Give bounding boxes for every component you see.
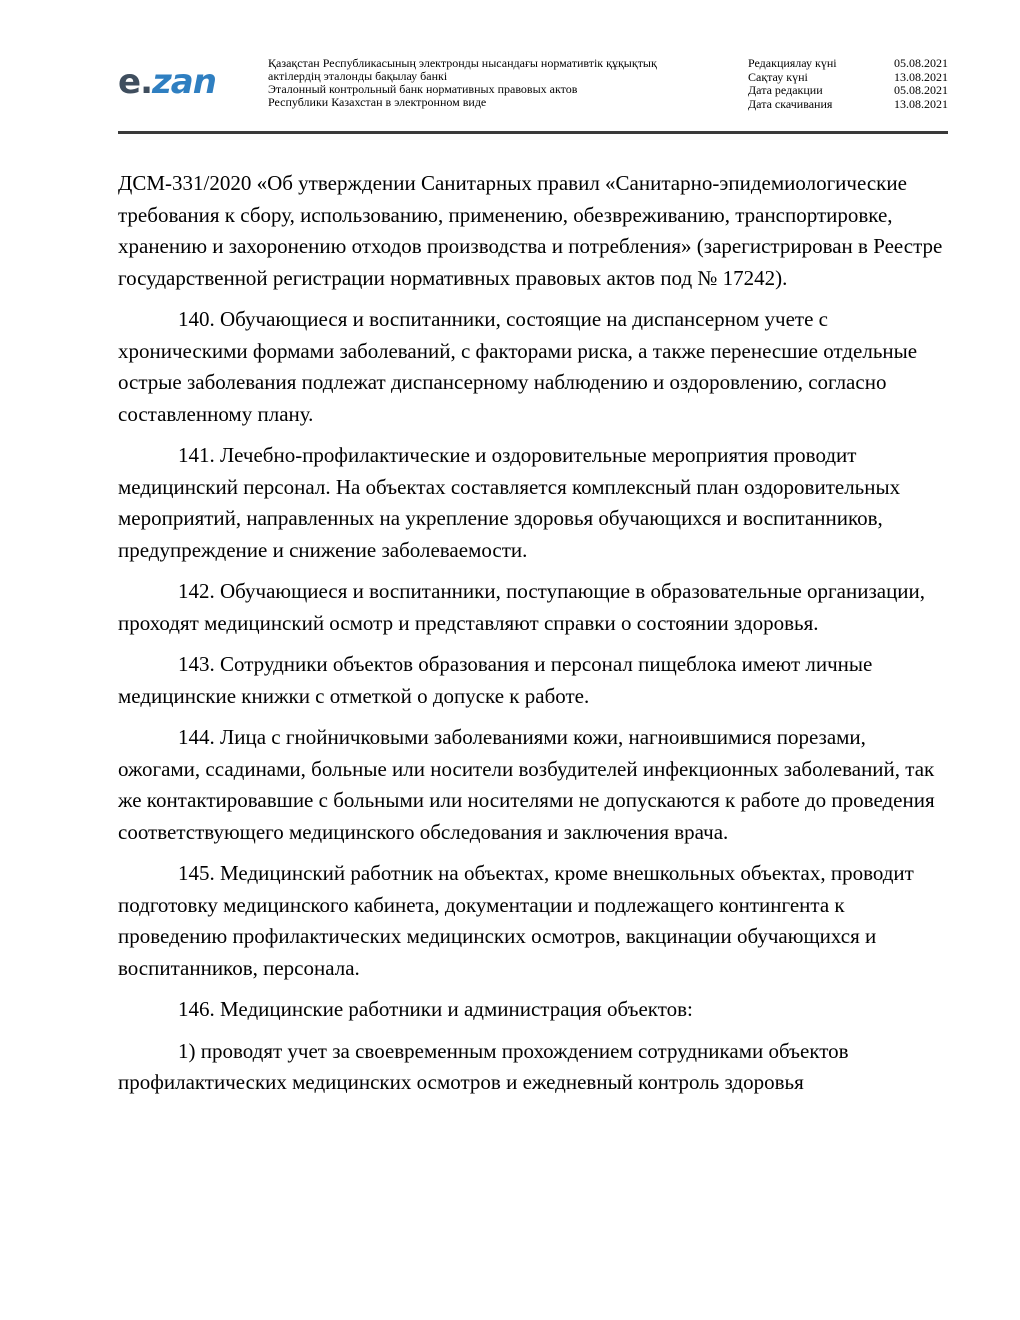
- meta-label: Дата скачивания: [748, 96, 833, 111]
- meta-value: 05.08.2021: [894, 56, 948, 70]
- date-meta: [748, 57, 948, 111]
- meta-label: Редакциялау күні: [748, 56, 837, 70]
- document-body: [118, 168, 948, 1109]
- paragraph-145: 145. Медицинский работник на объектах, кроме внешкольных объектах, проводит подготовку медицинского кабинета, документации и подлежащего контингента к проведению профилактических медицинских осмотров, вакцинации обучающихся и воспитанников, персонала.: [118, 861, 914, 980]
- meta-value: 05.08.2021: [894, 83, 948, 97]
- paragraph-140: 140. Обучающиеся и воспитанники, состоящие на диспансерном учете с хроническими формами заболеваний, с факторами риска, а также перенесшие отдельные острые заболевания подлежат диспансерному наблюдению и оздоровлению, согласно составленному плану.: [118, 307, 918, 426]
- paragraph-continuation: ДСМ-331/2020 «Об утверждении Санитарных правил «Санитарно-эпидемиологические требования к сбору, использованию, применению, обезвреживанию, транспортировке, хранению и захоронению отходов производства и потребления» (зарегистрирован в Реестре государственной регистрации нормативных правовых актов под № 17242).: [118, 171, 943, 290]
- paragraph-146-item-1: 1) проводят учет за своевременным прохождением сотрудниками объектов профилактических медицинских осмотров и ежедневный контроль здоровья: [118, 1038, 849, 1094]
- bank-title-line: актілердің эталонды бақылау банкі: [268, 69, 448, 83]
- bank-title-line: Қазақстан Республикасының электронды нысандағы нормативтік құқықтық: [268, 56, 657, 70]
- meta-row-save-date-kz: [748, 71, 948, 85]
- ezan-logo[interactable]: e.zan: [118, 62, 216, 102]
- paragraph-141: 141. Лечебно-профилактические и оздоровительные мероприятия проводит медицинский персонал. На объектах составляется комплексный план оздоровительных мероприятий, направленных на укрепление здоровья обучающихся и воспитанников, предупреждение и снижение заболеваемости.: [118, 443, 901, 562]
- meta-row-edit-date-kz: [748, 57, 948, 71]
- bank-title-line: Эталонный контрольный банк нормативных правовых актов: [268, 82, 578, 96]
- paragraph-144: 144. Лица с гнойничковыми заболеваниями кожи, нагноившимися порезами, ожогами, ссадинами, больные или носители возбудителей инфекционных заболеваний, так же контактировавшие с больными или носителями не допускаются к работе до проведения соответствующего медицинского обследования и заключения врача.: [118, 725, 935, 844]
- paragraph-146: 146. Медицинские работники и администрация объектов:: [178, 997, 693, 1021]
- meta-row-edit-date-ru: [748, 84, 948, 98]
- meta-value: 13.08.2021: [894, 96, 948, 111]
- bank-title: [268, 57, 738, 109]
- header-divider: [118, 131, 948, 134]
- paragraph-142: 142. Обучающиеся и воспитанники, поступающие в образовательные организации, проходят медицинский осмотр и представляют справки о состоянии здоровья.: [118, 579, 926, 635]
- bank-title-line: Республики Казахстан в электронном виде: [268, 95, 487, 109]
- document-header: [118, 54, 948, 134]
- meta-label: Сақтау күні: [748, 69, 808, 84]
- meta-value: 13.08.2021: [894, 69, 948, 84]
- meta-label: Дата редакции: [748, 83, 823, 97]
- paragraph-143: 143. Сотрудники объектов образования и персонал пищеблока имеют личные медицинские книжки с отметкой о допуске к работе.: [118, 652, 873, 708]
- meta-row-download-date-ru: [748, 98, 948, 112]
